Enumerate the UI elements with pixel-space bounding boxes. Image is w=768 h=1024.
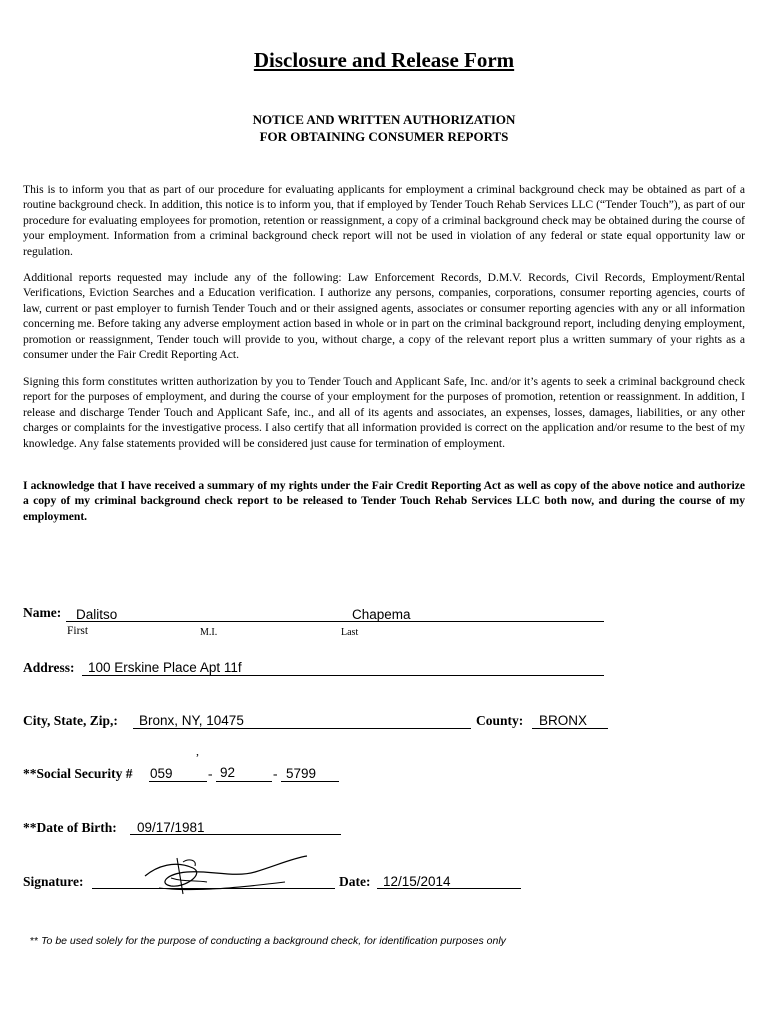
ssn-line-2[interactable] <box>216 781 272 782</box>
last-caption: Last <box>341 627 359 638</box>
city-state-zip-value[interactable]: Bronx, NY, 10475 <box>139 713 244 728</box>
ssn-part2-value[interactable]: 92 <box>220 765 236 780</box>
signature-scribble-icon <box>135 848 315 898</box>
acknowledgement-paragraph: I acknowledge that I have received a summary of my rights under the Fair Credit Reporting Act as well as copy of the above notice and authorize a copy of my criminal background check report to be released to Tender Touch Rehab Services LLC both now, and during the course of my employment. <box>23 479 745 523</box>
form-subtitle-line2: FOR OBTAINING CONSUMER REPORTS <box>259 129 509 144</box>
name-line[interactable] <box>66 621 604 622</box>
ssn-line-1[interactable] <box>149 781 207 782</box>
footnote <box>30 935 506 947</box>
date-value[interactable]: 12/15/2014 <box>383 874 451 889</box>
stray-mark: , <box>196 744 199 758</box>
last-name-value[interactable]: Chapema <box>352 607 411 622</box>
ssn-dash-2: - <box>273 766 278 781</box>
county-value[interactable]: BRONX <box>539 713 588 728</box>
ssn-part3-value[interactable]: 5799 <box>286 766 317 781</box>
form-title: Disclosure and Release Form <box>253 48 515 72</box>
authorization-paragraph: Signing this form constitutes written authorization by you to Tender Touch and Applicant Safe, Inc. and/or it’s agents to seek a criminal background check report for the purposes of employment, and during the course of your employment for the purposes of promotion, retention or reassignment. In addition, I release and discharge Tender Touch and Applicant Safe, inc., and all of its agents and associates, an expenses, losses, damages, liabilities, or any other charges or complaints for the investigative process. I also certify that all information provided is correct on the application and/or resume to the best of my knowledge. Any false statements provided will be considered just cause for termination of employment. <box>23 375 745 450</box>
date-label: Date: <box>339 874 371 889</box>
ssn-part1-value[interactable]: 059 <box>150 766 173 781</box>
dob-label: **Date of Birth: <box>23 820 117 835</box>
mi-caption: M.I. <box>200 627 218 638</box>
form-subtitle-line1: NOTICE AND WRITTEN AUTHORIZATION <box>252 112 516 127</box>
footnote-text: To be used solely for the purpose of conducting a background check, for identification purposes only <box>41 935 506 947</box>
name-label: Name: <box>23 605 62 620</box>
ssn-line-3[interactable] <box>281 781 339 782</box>
footnote-stars: ** <box>30 935 39 947</box>
address-line[interactable] <box>82 675 604 676</box>
dob-value[interactable]: 09/17/1981 <box>137 820 205 835</box>
additional-reports-paragraph: Additional reports requested may include any of the following: Law Enforcement Records, D.M.V. Records, Civil Records, Employment/Rental Verifications, Eviction Searches and a Education verification. I authorize any persons, companies, corporations, consumer reporting agencies, courts of law, current or past employer to furnish Tender Touch and or their assigned agents, associates or consumer reporting agencies with any or all information concerning me. Before taking any adverse employment action based in whole or in part on the criminal background report, including denying employment, promotion or reassignment, Tender touch will provide to you, without charge, a copy of the relevant report plus a written summary of your rights as a consumer under the Fair Credit Reporting Act. <box>23 271 745 362</box>
ssn-dash-1: - <box>208 766 213 781</box>
address-label: Address: <box>23 660 75 675</box>
signature-label: Signature: <box>23 874 84 889</box>
address-value[interactable]: 100 Erskine Place Apt 11f <box>88 660 242 675</box>
county-label: County: <box>476 713 524 728</box>
city-state-zip-label: City, State, Zip,: <box>23 713 118 728</box>
county-line[interactable] <box>532 728 608 729</box>
notice-paragraph: This is to inform you that as part of our procedure for evaluating applicants for employment a criminal background check may be obtained as part of a routine background check. In addition, this notice is to inform you, that if employed by Tender Touch Rehab Services LLC (“Tender Touch”), as part of our procedure for evaluating employees for promotion, retention or reassignment, a copy of a criminal background check may be obtained during the course of your employment. Information from a criminal background check report will not be used in violation of any federal or state equal opportunity law or regulation. <box>23 183 745 258</box>
first-caption: First <box>67 625 89 637</box>
first-name-value[interactable]: Dalitso <box>76 607 118 622</box>
city-line[interactable] <box>133 728 471 729</box>
ssn-label: **Social Security # <box>23 766 133 781</box>
